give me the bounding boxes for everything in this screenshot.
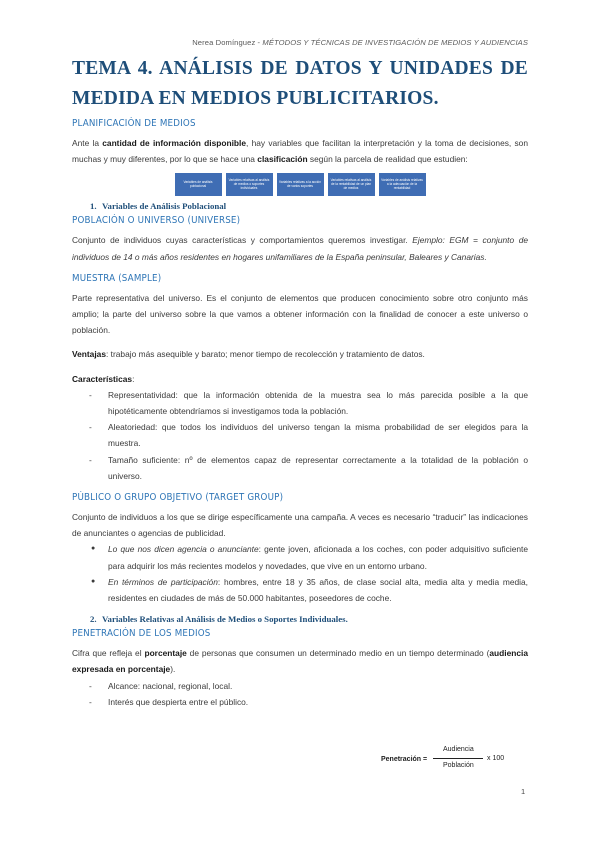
header-author: Nerea Domínguez - [192, 38, 263, 47]
heading-publico: PÚBLICO O GRUPO OBJETIVO (TARGET GROUP) [72, 492, 284, 504]
publico-list [72, 541, 528, 606]
heading-poblacion: POBLACIÓN O UNIVERSO (UNIVERSE) [72, 215, 241, 227]
caracteristicas-label: Características: [72, 373, 135, 384]
list-item: - Alcance: nacional, regional, local. [89, 680, 233, 691]
diagram-box: Variables relativas al análisis de medios o soportes individuales [226, 173, 273, 196]
formula-label: Penetración = [381, 756, 428, 763]
header-subject: MÉTODOS Y TÉCNICAS DE INVESTIGACIÓN DE MEDIOS Y AUDIENCIAS [262, 38, 528, 47]
list-item: - Representatividad: que la información obtenida de la muestra sea lo más parecida posible a la que hipotéticamente obtendríamos si investigamos toda la población. [89, 389, 528, 417]
page-header [192, 38, 528, 47]
classification-diagram [72, 173, 528, 196]
diagram-box: Variables de análisis relativas a la adecuación de la rentabilidad [379, 173, 426, 196]
planificacion-paragraph: Ante la cantidad de información disponible, hay variables que facilitan la interpretación y la toma de decisiones, son muchas y muy diferentes, por lo que se hace una clasificación según la parcela de realidad que estudien: [72, 138, 529, 165]
diagram-box: Variables relativas a la acción de varios soportes [277, 173, 324, 196]
list-item: ● En términos de participación: hombres, entre 18 y 35 años, de clase social alta, media alta y media media, residentes en ciudades de más de 50.000 habitantes, poseedores de coche. [91, 576, 528, 604]
page-title: TEMA 4. ANÁLISIS DE DATOS Y UNIDADES DE MEDIDA EN MEDIOS PUBLICITARIOS. [72, 58, 528, 109]
list-item: - Interés que despierta entre el público. [89, 696, 249, 707]
heading-penetracion: PENETRACIÓN DE LOS MEDIOS [72, 628, 211, 640]
document-body [72, 52, 528, 710]
caracteristicas-list [72, 387, 528, 484]
formula-numerator: Audiencia [443, 746, 474, 753]
ventajas-paragraph: Ventajas: trabajo más asequible y barato; menor tiempo de recolección y tratamiento de datos. [72, 349, 425, 360]
list-item: - Aleatoriedad: que todos los individuos del universo tengan la misma probabilidad de ser elegidos para la muestra. [89, 422, 528, 449]
formula-denominator: Población [443, 762, 474, 769]
diagram-box: Variables de análisis poblacional [175, 173, 222, 196]
penetracion-list [72, 678, 528, 710]
list-item: ● Lo que nos dicen agencia o anunciante: gente joven, aficionada a los coches, con poder adquisitivo suficiente para adquirir los más recientes modelos y novedades, que vive en un entorno urbano. [91, 544, 529, 571]
penetracion-paragraph: Cifra que refleja el porcentaje de personas que consumen un determinado medio en un tiempo determinado (audiencia expresada en porcentaje). [72, 648, 529, 675]
publico-paragraph: Conjunto de individuos a los que se dirige específicamente una campaña. A veces es necesario “traducir” las indicaciones de anunciantes o agencias de publicidad. [72, 512, 528, 539]
list-item: - Tamaño suficiente: nº de elementos capaz de representar correctamente a la totalidad de la población o universo. [89, 454, 528, 481]
section-2-heading: 2. Variables Relativas al Análisis de Medios o Soportes Individuales. [90, 614, 348, 625]
heading-planificacion: PLANIFICACIÓN DE MEDIOS [72, 118, 196, 129]
page-number: 1 [521, 787, 526, 796]
diagram-box: Variables relativas al análisis de la rentabilidad de un plan de medios [328, 173, 375, 196]
muestra-paragraph: Parte representativa del universo. Es el conjunto de elementos que producen conocimiento sobre otro conjunto más amplio; la parte del universo sobre la que vamos a obtener información con la finalidad de conocer a este universo o población. [72, 292, 528, 336]
heading-muestra: MUESTRA (SAMPLE) [72, 272, 162, 284]
fraction-line [433, 758, 483, 759]
formula-multiplier: x 100 [487, 755, 505, 762]
section-1-heading: 1. Variables de Análisis Poblacional [90, 201, 227, 212]
poblacion-paragraph: Conjunto de individuos cuyas características y comportamientos queremos investigar. Ejemplo: EGM = conjunto de individuos de 14 o más años residentes en hogares unifamiliares de la España peninsular, Baleares y Canarias. [72, 235, 529, 262]
